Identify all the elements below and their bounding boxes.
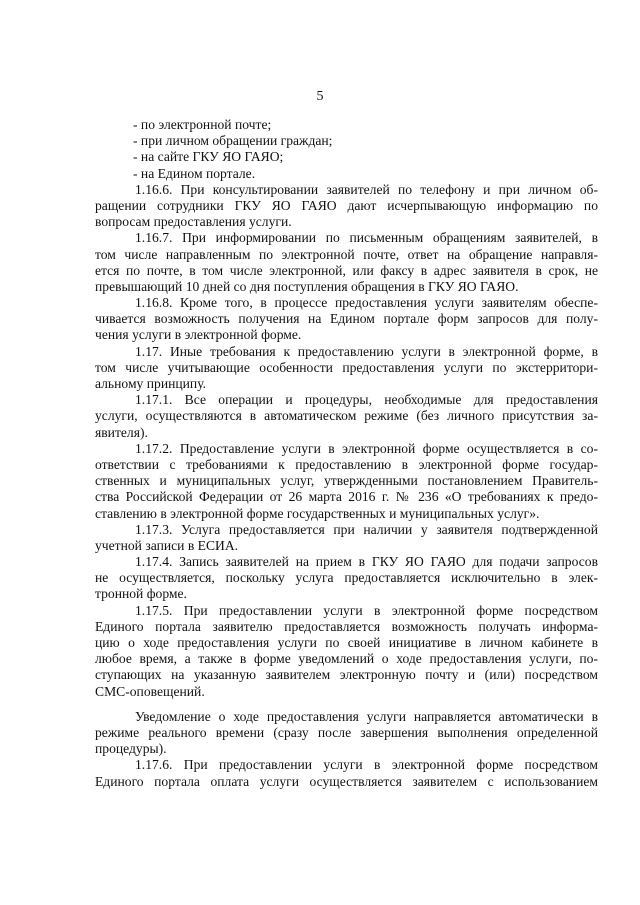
document-body	[95, 117, 598, 790]
text-line: том числе направленным по электронной почте, ответ на обращение направля-	[95, 246, 598, 262]
text-line: Единого портала заявителю предоставляется возможность получать информа-	[95, 618, 598, 634]
text-line: ется по почте, в том числе электронной, или факсу в адрес заявителя в срок, не	[95, 262, 598, 278]
text-line: 1.16.6. При консультировании заявителей по телефону и при личном об-	[135, 181, 598, 197]
list-item: - на сайте ГКУ ЯО ГАЯО;	[133, 149, 284, 165]
text-line: ства Российской Федерации от 26 марта 2016 г. № 236 «О требованиях к предо-	[95, 489, 598, 505]
text-line: 1.17.1. Все операции и процедуры, необходимые для предоставления	[135, 392, 598, 408]
text-line: альному принципу.	[95, 376, 207, 391]
text-line: ращении сотрудники ГКУ ЯО ГАЯО дают исчерпывающую информацию по	[95, 197, 598, 213]
text-line: явителя).	[95, 424, 148, 440]
text-line: не осуществляется, поскольку услуга предоставляется исключительно в элек-	[95, 570, 598, 586]
text-line: учетной записи в ЕСИА.	[95, 537, 239, 553]
text-line: 1.17.2. Предоставление услуги в электронной форме осуществляется в со-	[135, 440, 598, 456]
text-line: ответствии с требованиями к предоставлению в электронной форме государ-	[95, 456, 598, 472]
list-item: - по электронной почте;	[133, 117, 272, 132]
text-line: 1.17.4. Запись заявителей на прием в ГКУ ЯО ГАЯО для подачи запросов	[135, 554, 598, 570]
text-line: 1.17.3. Услуга предоставляется при наличии у заявителя подтвержденной	[135, 521, 598, 537]
text-line: том числе учитывающие особенности предоставления услуги по экстерритори-	[95, 359, 598, 375]
text-line: любое время, а также в форме уведомлений о ходе предоставления услуги, по-	[95, 651, 598, 667]
text-line: ставлению в электронной форме государственных и муниципальных услуг».	[95, 505, 540, 521]
text-line: 1.17.6. При предоставлении услуги в электронной форме посредством	[135, 757, 598, 773]
text-line: ступающих на указанную заявителем электронную почту и (или) посредством	[95, 667, 598, 683]
text-line: превышающий 10 дней со дня поступления обращения в ГКУ ЯО ГАЯО.	[95, 278, 519, 294]
text-line: цию о ходе предоставления услуги по своей инициативе в личном кабинете в	[95, 635, 598, 650]
list-item: - при личном обращении граждан;	[133, 133, 333, 149]
text-line: вопросам предоставления услуги.	[95, 214, 292, 230]
text-line: услуги, осуществляются в автоматическом режиме (без личного присутствия за-	[95, 408, 598, 424]
text-line: 1.17.5. При предоставлении услуги в электронной форме посредством	[135, 602, 598, 618]
text-line: режиме реального времени (сразу после завершения выполнения определенной	[95, 724, 598, 740]
text-line: 1.16.8. Кроме того, в процессе предоставления услуги заявителям обеспе-	[135, 295, 598, 311]
text-line: процедуры).	[95, 741, 167, 757]
text-line: тронной форме.	[95, 586, 187, 602]
text-line: Единого портала оплата услуги осуществляется заявителем с использованием	[95, 773, 598, 789]
text-line: чивается возможность получения на Едином портале форм запросов для полу-	[95, 311, 598, 327]
text-line: ственных и муниципальных услуг, утвержденными постановлением Правитель-	[95, 473, 598, 489]
paragraph-gap	[95, 700, 598, 709]
text-line: 1.17. Иные требования к предоставлению услуги в электронной форме, в	[135, 343, 598, 359]
page-number: 5	[316, 89, 324, 104]
text-line: 1.16.7. При информировании по письменным обращениям заявителей, в	[135, 230, 598, 246]
text-line: Уведомление о ходе предоставления услуги направляется автоматически в	[135, 708, 598, 724]
text-line: СМС-оповещений.	[95, 683, 205, 699]
text-line: чения услуги в электронной форме.	[95, 327, 302, 343]
list-item: - на Едином портале.	[133, 165, 256, 181]
